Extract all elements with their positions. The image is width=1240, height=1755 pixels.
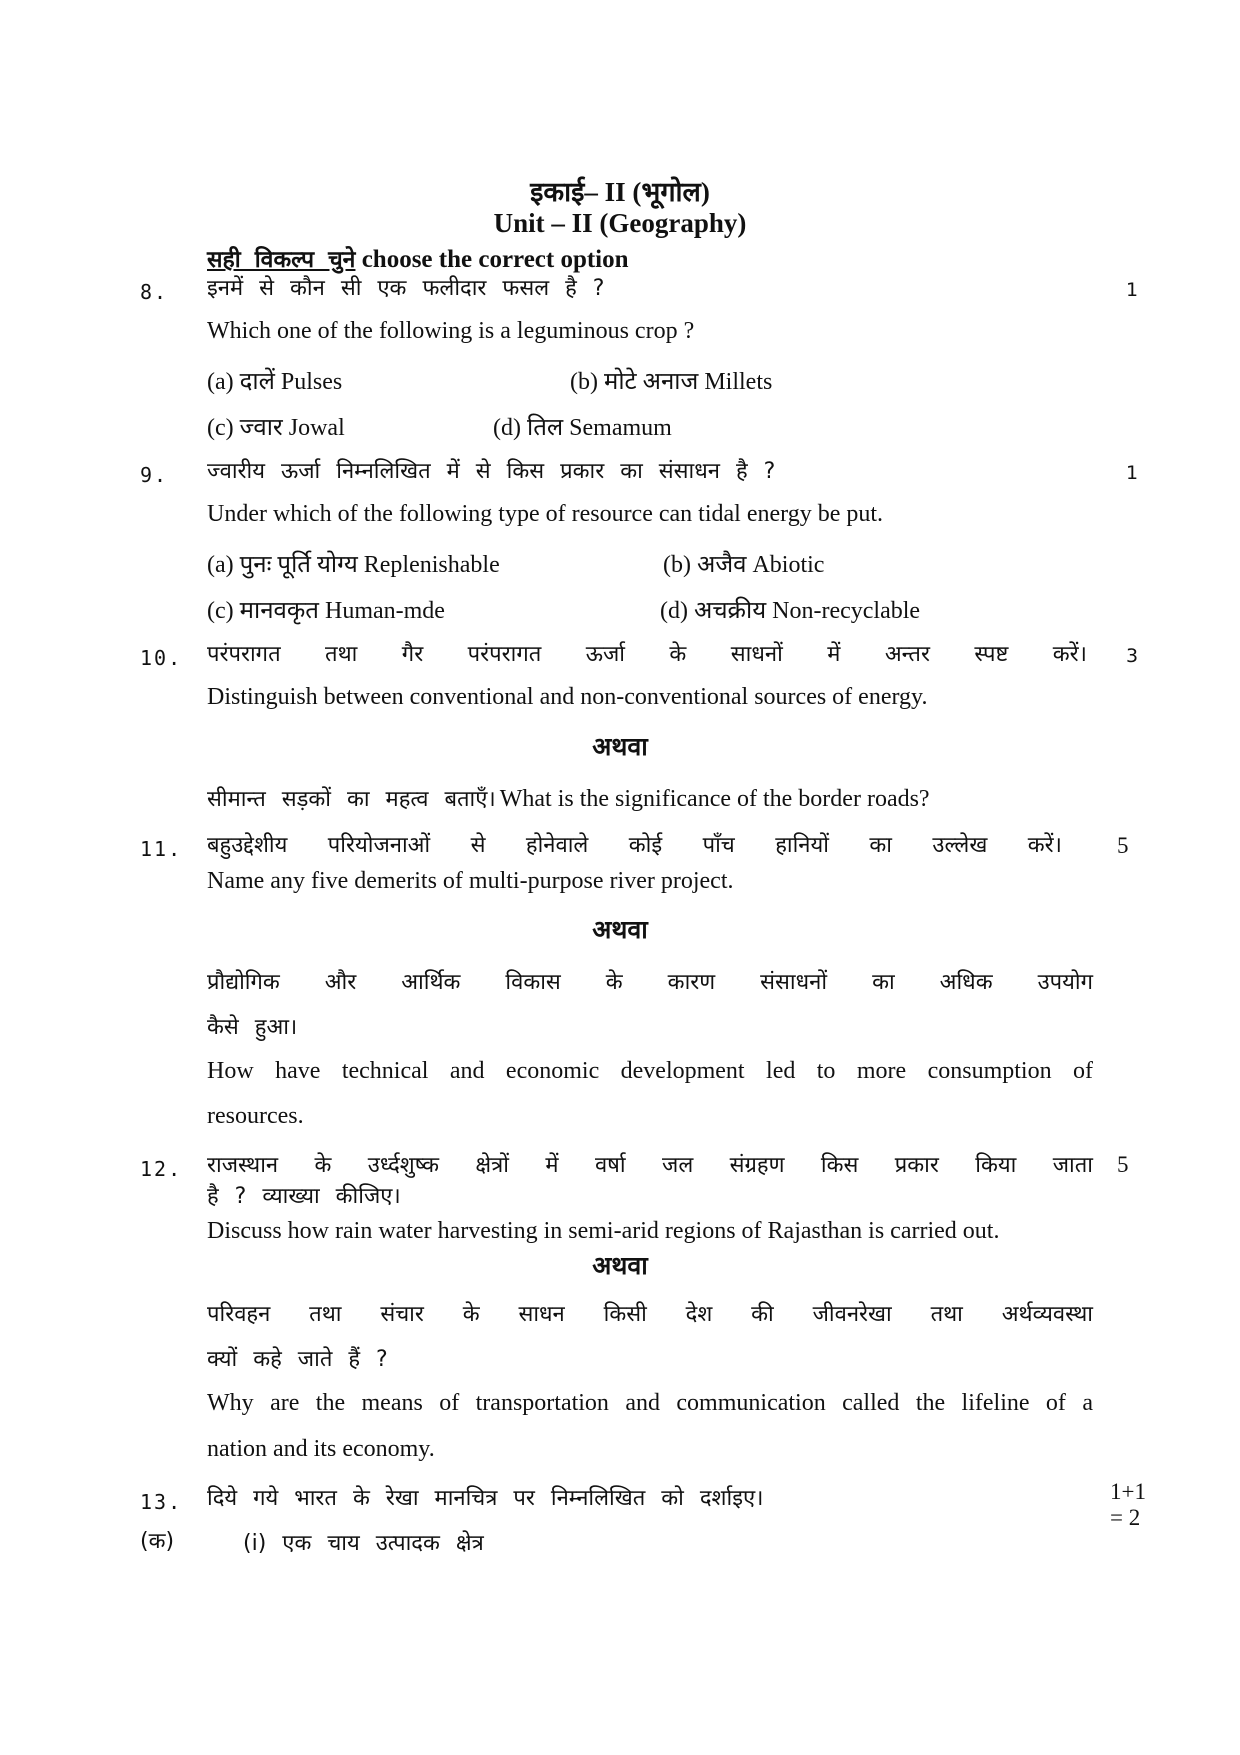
q12-marks: 5 [1117,1152,1129,1177]
q11-text-english: Name any five demerits of multi-purpose river project. [207,868,734,894]
q9-option-a: (a) पुनः पूर्ति योग्य Replenishable [207,552,500,578]
q10-text-hindi: परंपरागत तथा गैर परंपरागत ऊर्जा के साधनों में अन्तर स्पष्ट करें। [207,642,1087,667]
q12-alt-hindi-line2: क्यों कहे जाते हैं ? [207,1347,388,1372]
q11-alt-hindi-line1: प्रौद्योगिक और आर्थिक विकास के कारण संसाधनों का अधिक उपयोग [207,970,1093,995]
q13-part-label: (क) [140,1529,175,1554]
q10-alternative [207,783,930,813]
q9-option-d: (d) अचक्रीय Non-recyclable [660,598,921,624]
unit-title-hindi: इकाई– II (भूगोल) [530,177,710,207]
q13-item-i: (i) एक चाय उत्पादक क्षेत्र [243,1531,484,1556]
instruction-hindi: सही विकल्प चुने [207,247,356,273]
q12-number: 12. [140,1157,183,1181]
q12-text-hindi-line2: है ? व्याख्या कीजिए। [207,1184,401,1209]
q10-alt-hindi: सीमान्त सड़कों का महत्व बताएँ। [207,787,496,812]
q12-alt-hindi-line1: परिवहन तथा संचार के साधन किसी देश की जीवनरेखा तथा अर्थव्यवस्था [207,1302,1093,1327]
q13-text-hindi: दिये गये भारत के रेखा मानचित्र पर निम्नलिखित को दर्शाइए। [207,1486,764,1511]
q10-text-english: Distinguish between conventional and non-conventional sources of energy. [207,684,928,710]
q11-number: 11. [140,837,183,861]
q12-alt-english-line1: Why are the means of transportation and communication called the lifeline of a [207,1390,1093,1416]
q11-marks: 5 [1117,833,1129,858]
q8-option-d: (d) तिल Semamum [493,415,672,441]
q9-text-english: Under which of the following type of resource can tidal energy be put. [207,501,884,527]
q12-text-english: Discuss how rain water harvesting in semi-arid regions of Rajasthan is carried out. [207,1218,1000,1244]
q12-alt-english-line2: nation and its economy. [207,1436,435,1462]
q8-text-hindi: इनमें से कौन सी एक फलीदार फसल है ? [207,276,605,301]
q11-text-hindi: बहुउद्देशीय परियोजनाओं से होनेवाले कोई पाँच हानियों का उल्लेख करें। [207,833,1062,858]
q13-marks-line1: 1+1 [1110,1479,1146,1504]
q10-or-divider: अथवा [592,732,648,761]
q9-text-hindi: ज्वारीय ऊर्जा निम्नलिखित में से किस प्रकार का संसाधन है ? [207,459,776,484]
q10-number: 10. [140,646,183,670]
q13-marks-line2: = 2 [1110,1505,1141,1530]
q8-option-a: (a) दालें Pulses [207,369,343,395]
q8-number: 8. [140,280,169,304]
q8-option-b: (b) मोटे अनाज Millets [570,369,773,395]
q11-alt-english-line1: How have technical and economic development led to more consumption of [207,1058,1093,1084]
instruction-english: choose the correct option [361,246,629,273]
q9-number: 9. [140,463,169,487]
q9-marks: 1 [1126,462,1139,484]
q13-number: 13. [140,1490,183,1514]
q8-option-c: (c) ज्वार Jowal [207,415,345,441]
q8-marks: 1 [1126,279,1139,301]
q11-alt-hindi-line2: कैसे हुआ। [207,1015,298,1040]
q8-text-english: Which one of the following is a leguminous crop ? [207,318,695,344]
q11-or-divider: अथवा [592,915,648,944]
q10-alt-english: What is the significance of the border roads? [499,786,930,812]
q11-alt-english-line2: resources. [207,1103,304,1129]
q9-option-b: (b) अजैव Abiotic [663,552,825,578]
unit-title-english: Unit – II (Geography) [493,208,747,238]
q12-or-divider: अथवा [592,1251,648,1280]
q12-text-hindi-line1: राजस्थान के उर्ध्दशुष्क क्षेत्रों में वर्षा जल संग्रहण किस प्रकार किया जाता [207,1153,1093,1178]
q10-marks: 3 [1126,645,1139,667]
q9-option-c: (c) मानवकृत Human-mde [207,598,445,624]
instruction-line [207,242,629,274]
